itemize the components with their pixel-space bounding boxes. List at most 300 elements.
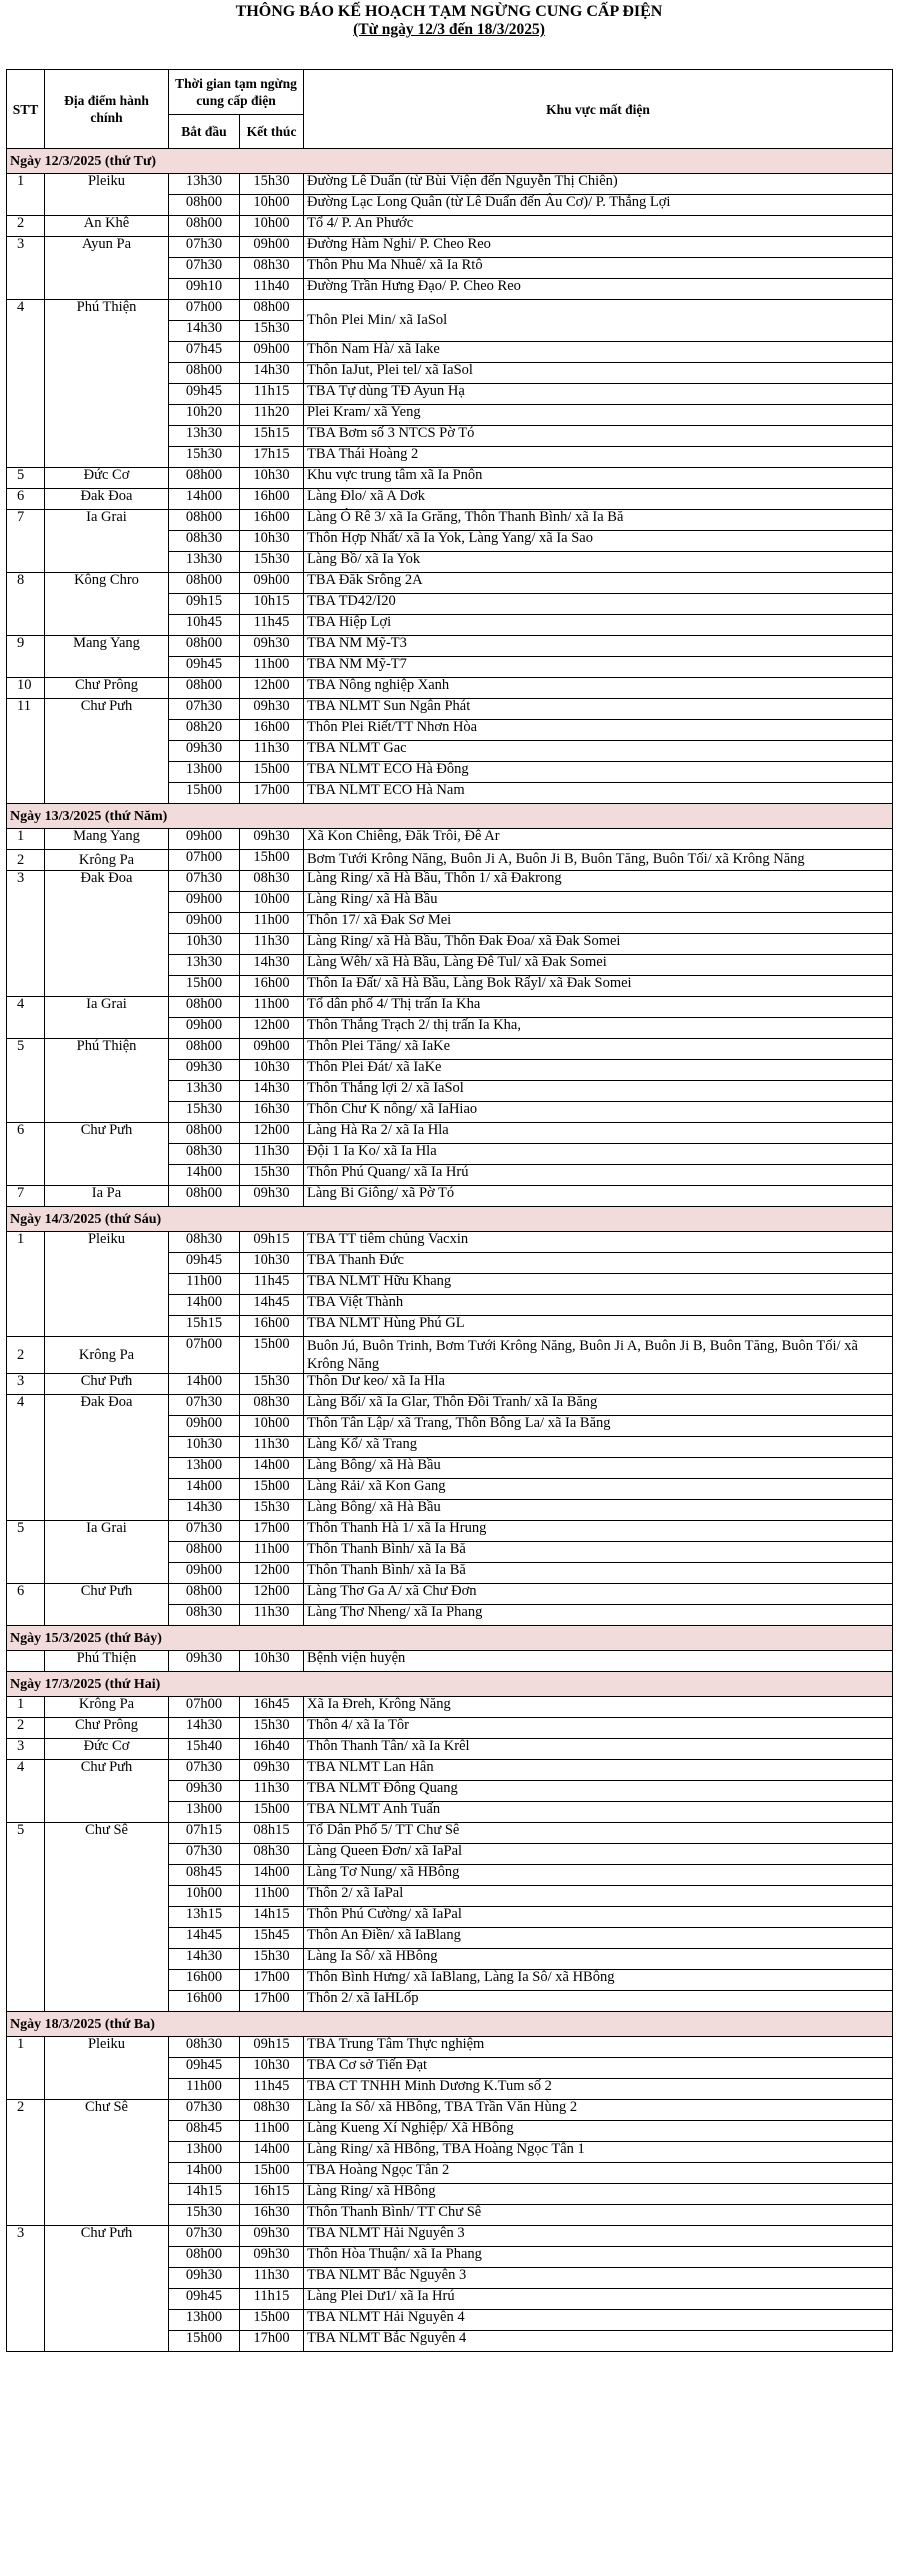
outage-area-cell: Thôn Chư K nông/ xã IaHiao: [304, 1102, 893, 1123]
end-time-cell: 11h00: [240, 1886, 304, 1907]
stt-cell: 3: [7, 1739, 45, 1760]
start-time-cell: 07h30: [169, 2226, 240, 2247]
table-row: [7, 510, 893, 531]
end-time-cell: 15h00: [240, 762, 304, 783]
end-time-cell: 08h30: [240, 1844, 304, 1865]
outage-area-cell: Thôn Ia Đất/ xã Hà Bầu, Làng Bok Rẩyl/ xã Đak Somei: [304, 976, 893, 997]
outage-area-cell: Làng Ring/ xã Hà Bầu, Thôn Đak Đoa/ xã Đak Somei: [304, 934, 893, 955]
end-time-cell: 16h45: [240, 1697, 304, 1718]
outage-area-cell: Thôn Plei Min/ xã IaSol: [304, 300, 893, 342]
outage-area-cell: Thôn Thắng lợi 2/ xã IaSol: [304, 1081, 893, 1102]
end-time-cell: 10h00: [240, 195, 304, 216]
outage-area-cell: Thôn Hợp Nhất/ xã Ia Yok, Làng Yang/ xã Ia Sao: [304, 531, 893, 552]
outage-area-cell: Làng Ring/ xã HBông, TBA Hoàng Ngọc Tân 1: [304, 2142, 893, 2163]
outage-area-cell: Thôn Hòa Thuận/ xã Ia Phang: [304, 2247, 893, 2268]
location-cell: Ayun Pa: [45, 237, 169, 300]
end-time-cell: 15h30: [240, 1374, 304, 1395]
table-row: [7, 1739, 893, 1760]
outage-area-cell: Đội 1 Ia Ko/ xã Ia Hla: [304, 1144, 893, 1165]
outage-area-cell: Làng Tơ Nung/ xã HBông: [304, 1865, 893, 1886]
outage-area-cell: Xã Kon Chiêng, Đăk Trôi, Đê Ar: [304, 829, 893, 850]
stt-cell: 7: [7, 1186, 45, 1207]
start-time-cell: 13h30: [169, 955, 240, 976]
start-time-cell: 08h00: [169, 573, 240, 594]
table-row: [7, 1521, 893, 1542]
start-time-cell: 09h00: [169, 829, 240, 850]
start-time-cell: 08h00: [169, 1039, 240, 1060]
end-time-cell: 09h00: [240, 342, 304, 363]
outage-area-cell: TBA NLMT Sun Ngân Phát: [304, 699, 893, 720]
outage-area-cell: Thôn Thanh Bình/ xã Ia Bă: [304, 1542, 893, 1563]
outage-area-cell: TBA NLMT Gac: [304, 741, 893, 762]
table-row: [7, 174, 893, 195]
outage-area-cell: Thôn Phú Quang/ xã Ia Hrú: [304, 1165, 893, 1186]
stt-cell: 7: [7, 510, 45, 573]
outage-area-cell: TBA CT TNHH Minh Dương K.Tum số 2: [304, 2079, 893, 2100]
outage-area-cell: Thôn 2/ xã IaHLốp: [304, 1991, 893, 2012]
outage-area-cell: Thôn Phú Cường/ xã IaPal: [304, 1907, 893, 1928]
outage-area-cell: TBA NLMT Hùng Phú GL: [304, 1316, 893, 1337]
outage-area-cell: Thôn Thanh Bình/ xã Ia Bă: [304, 1563, 893, 1584]
stt-cell: 9: [7, 636, 45, 678]
stt-cell: 5: [7, 1039, 45, 1123]
start-time-cell: 07h00: [169, 850, 240, 871]
start-time-cell: 07h30: [169, 871, 240, 892]
end-time-cell: 11h30: [240, 1605, 304, 1626]
end-time-cell: 15h15: [240, 426, 304, 447]
location-cell: Chư Pưh: [45, 1374, 169, 1395]
location-cell: Phú Thiện: [45, 1039, 169, 1123]
start-time-cell: 14h00: [169, 1374, 240, 1395]
end-time-cell: 09h00: [240, 573, 304, 594]
location-cell: Đak Đoa: [45, 489, 169, 510]
outage-area-cell: Làng Ring/ xã Hà Bầu: [304, 892, 893, 913]
outage-area-cell: TBA NLMT Đông Quang: [304, 1781, 893, 1802]
outage-area-cell: Làng Bông/ xã Hà Bầu: [304, 1500, 893, 1521]
start-time-cell: 10h20: [169, 405, 240, 426]
location-cell: Chư Pưh: [45, 1760, 169, 1823]
end-time-cell: 10h30: [240, 468, 304, 489]
start-time-cell: 08h20: [169, 720, 240, 741]
location-cell: Chư Prông: [45, 678, 169, 699]
end-time-cell: 10h15: [240, 594, 304, 615]
start-time-cell: 09h00: [169, 1416, 240, 1437]
outage-area-cell: Làng Ring/ xã HBông: [304, 2184, 893, 2205]
end-time-cell: 15h00: [240, 2163, 304, 2184]
outage-area-cell: TBA Bơm số 3 NTCS Pờ Tó: [304, 426, 893, 447]
start-time-cell: 09h45: [169, 1253, 240, 1274]
location-cell: Phú Thiện: [45, 1651, 169, 1672]
end-time-cell: 15h30: [240, 174, 304, 195]
start-time-cell: 11h00: [169, 1274, 240, 1295]
outage-area-cell: Làng Ring/ xã Hà Bầu, Thôn 1/ xã Đakrong: [304, 871, 893, 892]
end-time-cell: 16h30: [240, 1102, 304, 1123]
page-subtitle: (Từ ngày 12/3 đến 18/3/2025): [353, 21, 545, 38]
outage-area-cell: Làng Bông/ xã Hà Bầu: [304, 1458, 893, 1479]
header-stt: STT: [7, 70, 45, 149]
end-time-cell: 11h30: [240, 934, 304, 955]
table-row: [7, 237, 893, 258]
location-cell: Ia Pa: [45, 1186, 169, 1207]
start-time-cell: 07h00: [169, 1697, 240, 1718]
start-time-cell: 08h00: [169, 997, 240, 1018]
end-time-cell: 16h30: [240, 2205, 304, 2226]
stt-cell: 11: [7, 699, 45, 804]
header-end: Kết thúc: [240, 115, 304, 149]
end-time-cell: 14h00: [240, 2142, 304, 2163]
page-title: THÔNG BÁO KẾ HOẠCH TẠM NGỪNG CUNG CẤP ĐIỆN: [235, 3, 663, 20]
location-cell: Ia Grai: [45, 510, 169, 573]
end-time-cell: 09h30: [240, 829, 304, 850]
outage-area-cell: TBA NLMT Lan Hân: [304, 1760, 893, 1781]
outage-area-cell: TBA NM Mỹ-T3: [304, 636, 893, 657]
end-time-cell: 09h30: [240, 636, 304, 657]
outage-area-cell: TBA Trung Tâm Thực nghiệm: [304, 2037, 893, 2058]
end-time-cell: 14h15: [240, 1907, 304, 1928]
start-time-cell: 14h00: [169, 2163, 240, 2184]
outage-area-cell: Đường Lê Duẩn (từ Bùi Viện đến Nguyễn Thị Chiên): [304, 174, 893, 195]
end-time-cell: 17h00: [240, 1991, 304, 2012]
end-time-cell: 09h15: [240, 2037, 304, 2058]
table-row: [7, 489, 893, 510]
stt-cell: 2: [7, 2100, 45, 2226]
end-time-cell: 15h30: [240, 1165, 304, 1186]
end-time-cell: 11h00: [240, 657, 304, 678]
table-row: [7, 1584, 893, 1605]
start-time-cell: 07h30: [169, 1395, 240, 1416]
outage-area-cell: Làng Thơ Nheng/ xã Ia Phang: [304, 1605, 893, 1626]
start-time-cell: 14h00: [169, 1165, 240, 1186]
outage-area-cell: Đường Hàm Nghi/ P. Cheo Reo: [304, 237, 893, 258]
outage-area-cell: TBA NLMT ECO Hà Nam: [304, 783, 893, 804]
start-time-cell: 08h30: [169, 531, 240, 552]
start-time-cell: 07h30: [169, 2100, 240, 2121]
outage-area-cell: Plei Kram/ xã Yeng: [304, 405, 893, 426]
location-cell: Kông Chro: [45, 573, 169, 636]
start-time-cell: 08h00: [169, 1123, 240, 1144]
start-time-cell: 09h30: [169, 741, 240, 762]
location-cell: Đak Đoa: [45, 1395, 169, 1521]
start-time-cell: 08h00: [169, 1584, 240, 1605]
location-cell: Chư Pưh: [45, 2226, 169, 2352]
day-label: Ngày 15/3/2025 (thứ Bảy): [7, 1626, 893, 1651]
outage-area-cell: Tổ dân phố 4/ Thị trấn Ia Kha: [304, 997, 893, 1018]
day-header-row: [7, 2012, 893, 2037]
outage-area-cell: Thôn 2/ xã IaPal: [304, 1886, 893, 1907]
stt-cell: 1: [7, 829, 45, 850]
start-time-cell: 09h00: [169, 1018, 240, 1039]
start-time-cell: 08h00: [169, 468, 240, 489]
end-time-cell: 14h30: [240, 1081, 304, 1102]
end-time-cell: 17h00: [240, 2331, 304, 2352]
outage-area-cell: Làng Rải/ xã Kon Gang: [304, 1479, 893, 1500]
location-cell: Krông Pa: [45, 850, 169, 871]
outage-area-cell: TBA NLMT Bắc Nguyên 3: [304, 2268, 893, 2289]
outage-area-cell: Tổ Dân Phố 5/ TT Chư Sê: [304, 1823, 893, 1844]
header-area: Khu vực mất điện: [304, 70, 893, 149]
outage-area-cell: TBA Thái Hoàng 2: [304, 447, 893, 468]
outage-area-cell: Làng Ia Sô/ xã HBông, TBA Trần Văn Hùng 2: [304, 2100, 893, 2121]
start-time-cell: 15h30: [169, 1102, 240, 1123]
outage-area-cell: Thôn Thanh Tân/ xã Ia Krêl: [304, 1739, 893, 1760]
stt-cell: 2: [7, 1718, 45, 1739]
end-time-cell: 11h45: [240, 1274, 304, 1295]
outage-area-cell: Thôn 17/ xã Đak Sơ Mei: [304, 913, 893, 934]
outage-area-cell: Thôn Thanh Bình/ TT Chư Sê: [304, 2205, 893, 2226]
start-time-cell: 07h30: [169, 1844, 240, 1865]
start-time-cell: 13h15: [169, 1907, 240, 1928]
outage-area-cell: Thôn Plei Đát/ xã IaKe: [304, 1060, 893, 1081]
location-cell: Ia Grai: [45, 997, 169, 1039]
outage-area-cell: TBA NLMT Hữu Khang: [304, 1274, 893, 1295]
end-time-cell: 11h00: [240, 2121, 304, 2142]
start-time-cell: 11h00: [169, 2079, 240, 2100]
end-time-cell: 11h30: [240, 2268, 304, 2289]
outage-area-cell: Thôn Phu Ma Nhuê/ xã Ia Rtô: [304, 258, 893, 279]
start-time-cell: 09h15: [169, 594, 240, 615]
stt-cell: 3: [7, 1374, 45, 1395]
outage-area-cell: Thôn Nam Hà/ xã Iake: [304, 342, 893, 363]
outage-area-cell: Thôn Plei Tăng/ xã IaKe: [304, 1039, 893, 1060]
location-cell: Chư Pưh: [45, 699, 169, 804]
start-time-cell: 13h00: [169, 762, 240, 783]
start-time-cell: 10h45: [169, 615, 240, 636]
outage-area-cell: TBA TT tiêm chủng Vacxin: [304, 1232, 893, 1253]
stt-cell: 4: [7, 1760, 45, 1823]
table-row: [7, 2226, 893, 2247]
stt-cell: 5: [7, 468, 45, 489]
stt-cell: 1: [7, 174, 45, 216]
outage-area-cell: Làng Ó Rê 3/ xã Ia Grăng, Thôn Thanh Bình/ xã Ia Bă: [304, 510, 893, 531]
day-header-row: [7, 1672, 893, 1697]
outage-area-cell: Khu vực trung tâm xã Ia Pnôn: [304, 468, 893, 489]
start-time-cell: 15h00: [169, 976, 240, 997]
outage-area-cell: TBA Tự dùng TĐ Ayun Hạ: [304, 384, 893, 405]
start-time-cell: 15h30: [169, 447, 240, 468]
table-row: [7, 1232, 893, 1253]
outage-area-cell: Đường Trần Hưng Đạo/ P. Cheo Reo: [304, 279, 893, 300]
end-time-cell: 17h00: [240, 1521, 304, 1542]
location-cell: Pleiku: [45, 174, 169, 216]
table-row: [7, 573, 893, 594]
outage-area-cell: Thôn Plei Riết/TT Nhơn Hòa: [304, 720, 893, 741]
end-time-cell: 11h20: [240, 405, 304, 426]
start-time-cell: 09h00: [169, 1563, 240, 1584]
outage-area-cell: Xã Ia Đreh, Krông Năng: [304, 1697, 893, 1718]
day-label: Ngày 14/3/2025 (thứ Sáu): [7, 1207, 893, 1232]
location-cell: Chư Sê: [45, 1823, 169, 2012]
start-time-cell: 08h45: [169, 2121, 240, 2142]
end-time-cell: 15h00: [240, 1802, 304, 1823]
start-time-cell: 09h45: [169, 384, 240, 405]
start-time-cell: 07h00: [169, 1337, 240, 1374]
end-time-cell: 09h30: [240, 699, 304, 720]
end-time-cell: 11h30: [240, 741, 304, 762]
start-time-cell: 13h30: [169, 426, 240, 447]
end-time-cell: 15h00: [240, 1479, 304, 1500]
start-time-cell: 13h00: [169, 2310, 240, 2331]
outage-area-cell: TBA Đăk Srông 2A: [304, 573, 893, 594]
end-time-cell: 12h00: [240, 678, 304, 699]
location-cell: Ia Grai: [45, 1521, 169, 1584]
start-time-cell: 08h00: [169, 216, 240, 237]
end-time-cell: 16h15: [240, 2184, 304, 2205]
stt-cell: 5: [7, 1823, 45, 2012]
end-time-cell: 11h45: [240, 615, 304, 636]
outage-area-cell: Làng Kueng Xí Nghiệp/ Xã HBông: [304, 2121, 893, 2142]
start-time-cell: 09h00: [169, 892, 240, 913]
start-time-cell: 15h00: [169, 2331, 240, 2352]
start-time-cell: 08h00: [169, 510, 240, 531]
start-time-cell: 09h00: [169, 913, 240, 934]
table-row: [7, 636, 893, 657]
outage-area-cell: Làng Hà Ra 2/ xã Ia Hla: [304, 1123, 893, 1144]
start-time-cell: 16h00: [169, 1970, 240, 1991]
start-time-cell: 09h10: [169, 279, 240, 300]
location-cell: Pleiku: [45, 2037, 169, 2100]
end-time-cell: 17h15: [240, 447, 304, 468]
stt-cell: 4: [7, 300, 45, 468]
table-row: [7, 678, 893, 699]
outage-area-cell: Làng Bối/ xã Ia Glar, Thôn Đồi Tranh/ xã Ia Băng: [304, 1395, 893, 1416]
end-time-cell: 16h00: [240, 720, 304, 741]
start-time-cell: 09h45: [169, 2058, 240, 2079]
end-time-cell: 15h30: [240, 1718, 304, 1739]
start-time-cell: 07h00: [169, 300, 240, 321]
end-time-cell: 12h00: [240, 1123, 304, 1144]
outage-area-cell: Thôn Tân Lập/ xã Trang, Thôn Bông La/ xã Ia Băng: [304, 1416, 893, 1437]
outage-area-cell: Thôn Dư keo/ xã Ia Hla: [304, 1374, 893, 1395]
end-time-cell: 11h15: [240, 384, 304, 405]
end-time-cell: 09h30: [240, 2247, 304, 2268]
outage-area-cell: Thôn IaJut, Plei tel/ xã IaSol: [304, 363, 893, 384]
start-time-cell: 13h00: [169, 1802, 240, 1823]
outage-area-cell: Làng Bồ/ xã Ia Yok: [304, 552, 893, 573]
location-cell: Mang Yang: [45, 636, 169, 678]
outage-area-cell: Buôn Jú, Buôn Trinh, Bơm Tưới Krông Năng, Buôn Ji A, Buôn Ji B, Buôn Tăng, Buôn Tối/ xã Krông Năng: [304, 1337, 893, 1374]
outage-area-cell: Thôn Thanh Hà 1/ xã Ia Hrung: [304, 1521, 893, 1542]
end-time-cell: 08h15: [240, 1823, 304, 1844]
end-time-cell: 14h00: [240, 1865, 304, 1886]
table-row: [7, 1123, 893, 1144]
start-time-cell: 16h00: [169, 1991, 240, 2012]
start-time-cell: 14h00: [169, 489, 240, 510]
day-label: Ngày 12/3/2025 (thứ Tư): [7, 149, 893, 174]
outage-area-cell: Làng Queen Đơn/ xã IaPal: [304, 1844, 893, 1865]
table-row: [7, 1760, 893, 1781]
table-row: [7, 871, 893, 892]
end-time-cell: 11h15: [240, 2289, 304, 2310]
start-time-cell: 09h30: [169, 1781, 240, 1802]
outage-area-cell: Làng Bi Giông/ xã Pờ Tó: [304, 1186, 893, 1207]
location-cell: Đức Cơ: [45, 468, 169, 489]
start-time-cell: 15h30: [169, 2205, 240, 2226]
start-time-cell: 10h30: [169, 934, 240, 955]
end-time-cell: 12h00: [240, 1584, 304, 1605]
end-time-cell: 16h00: [240, 976, 304, 997]
table-row: [7, 2100, 893, 2121]
end-time-cell: 16h40: [240, 1739, 304, 1760]
start-time-cell: 08h00: [169, 1542, 240, 1563]
outage-area-cell: Làng Ia Sô/ xã HBông: [304, 1949, 893, 1970]
outage-area-cell: Thôn 4/ xã Ia Tôr: [304, 1718, 893, 1739]
table-row: [7, 1651, 893, 1672]
end-time-cell: 15h00: [240, 1337, 304, 1374]
stt-cell: 6: [7, 1584, 45, 1626]
start-time-cell: 08h00: [169, 1186, 240, 1207]
start-time-cell: 08h45: [169, 1865, 240, 1886]
start-time-cell: 08h30: [169, 1232, 240, 1253]
end-time-cell: 10h30: [240, 1651, 304, 1672]
location-cell: Đak Đoa: [45, 871, 169, 997]
stt-cell: 2: [7, 1337, 45, 1374]
start-time-cell: 08h00: [169, 2247, 240, 2268]
start-time-cell: 09h30: [169, 2268, 240, 2289]
end-time-cell: 10h30: [240, 2058, 304, 2079]
outage-area-cell: TBA NLMT Bắc Nguyên 4: [304, 2331, 893, 2352]
stt-cell: 4: [7, 997, 45, 1039]
outage-area-cell: TBA NLMT Hải Nguyên 4: [304, 2310, 893, 2331]
start-time-cell: 14h00: [169, 1295, 240, 1316]
table-row: [7, 997, 893, 1018]
start-time-cell: 10h30: [169, 1437, 240, 1458]
start-time-cell: 15h40: [169, 1739, 240, 1760]
end-time-cell: 16h00: [240, 1316, 304, 1337]
location-cell: Mang Yang: [45, 829, 169, 850]
outage-area-cell: Bơm Tưới Krông Năng, Buôn Ji A, Buôn Ji B, Buôn Tăng, Buôn Tối/ xã Krông Năng: [304, 850, 893, 871]
end-time-cell: 17h00: [240, 1970, 304, 1991]
outage-area-cell: TBA Hoàng Ngọc Tân 2: [304, 2163, 893, 2184]
end-time-cell: 09h00: [240, 237, 304, 258]
stt-cell: 3: [7, 2226, 45, 2352]
day-header-row: [7, 149, 893, 174]
start-time-cell: 13h30: [169, 552, 240, 573]
start-time-cell: 14h45: [169, 1928, 240, 1949]
end-time-cell: 09h15: [240, 1232, 304, 1253]
end-time-cell: 11h00: [240, 913, 304, 934]
stt-cell: 5: [7, 1521, 45, 1584]
stt-cell: 2: [7, 850, 45, 871]
location-cell: Chư Sê: [45, 2100, 169, 2226]
stt-cell: 6: [7, 489, 45, 510]
table-row: [7, 1823, 893, 1844]
start-time-cell: 08h00: [169, 363, 240, 384]
start-time-cell: 14h00: [169, 1479, 240, 1500]
table-body: [7, 149, 893, 2352]
end-time-cell: 14h30: [240, 955, 304, 976]
outage-schedule-table: [6, 69, 893, 2352]
end-time-cell: 15h30: [240, 1949, 304, 1970]
start-time-cell: 15h00: [169, 783, 240, 804]
start-time-cell: 14h30: [169, 1718, 240, 1739]
end-time-cell: 11h30: [240, 1437, 304, 1458]
table-row: [7, 1186, 893, 1207]
start-time-cell: 08h30: [169, 2037, 240, 2058]
end-time-cell: 10h30: [240, 531, 304, 552]
start-time-cell: 09h45: [169, 657, 240, 678]
table-row: [7, 1697, 893, 1718]
location-cell: Chư Prông: [45, 1718, 169, 1739]
stt-cell: [7, 1651, 45, 1672]
table-row: [7, 1374, 893, 1395]
stt-cell: 1: [7, 1232, 45, 1337]
location-cell: Chư Pưh: [45, 1584, 169, 1626]
end-time-cell: 14h45: [240, 1295, 304, 1316]
table-row: [7, 699, 893, 720]
table-row: [7, 2037, 893, 2058]
day-label: Ngày 18/3/2025 (thứ Ba): [7, 2012, 893, 2037]
start-time-cell: 13h30: [169, 1081, 240, 1102]
